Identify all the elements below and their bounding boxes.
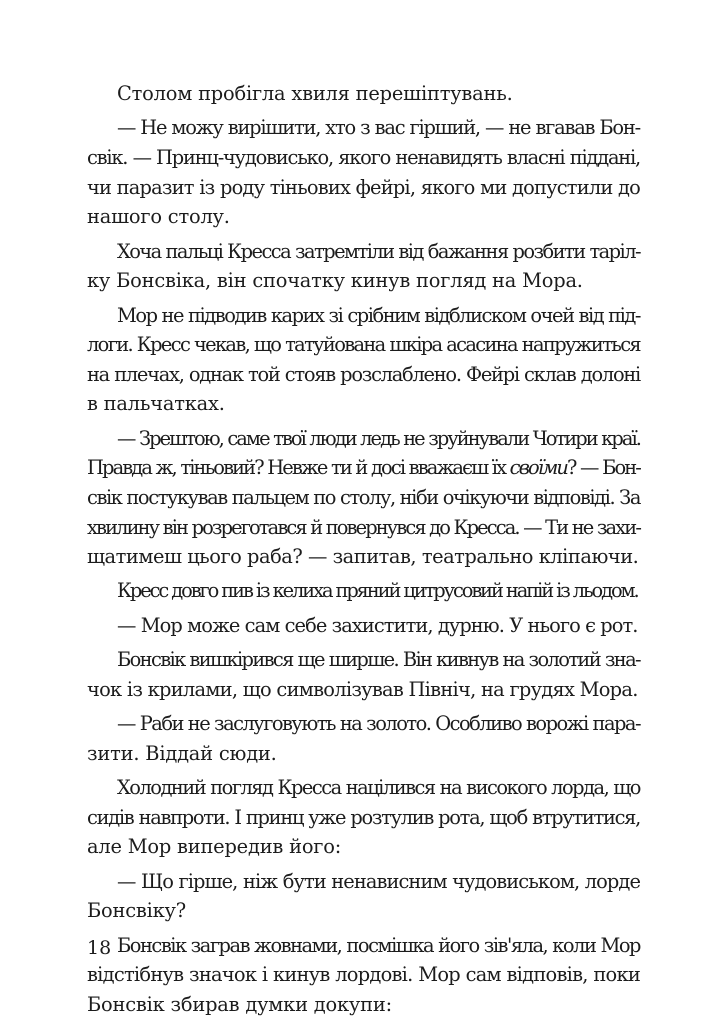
paragraph — [87, 611, 640, 641]
text-line: чок із крилами, що символізував Північ, на грудях Мора. — [87, 677, 638, 701]
text-line: Кресс довго пив із келиха пряний цитрусовий напій із льодом. — [117, 579, 638, 603]
text-line: нашого столу. — [87, 205, 230, 229]
text-line: Бонсвік заграв жовнами, посмішка його зів'яла, коли Мор — [117, 933, 640, 957]
paragraph — [87, 931, 640, 1020]
text-line: чи паразит із роду тіньових фейрі, якого ми допустили до — [87, 175, 640, 199]
paragraph — [87, 424, 640, 572]
text-line: — Мор може сам себе захистити, дурню. У нього є рот. — [117, 613, 638, 637]
text-line: — Що гірше, ніж бути ненависним чудовиськом, лорде — [117, 869, 640, 893]
text-line: Холодний погляд Кресса націлився на високого лорда, що — [117, 776, 640, 800]
text-line: — Не можу вирішити, хто з вас гірший, — не вгавав Бон- — [117, 116, 640, 140]
text-line: зити. Віддай сюди. — [87, 741, 277, 765]
paragraph — [87, 301, 640, 419]
paragraph — [87, 645, 640, 704]
text-line: щатимеш цього раба? — запитав, театрально кліпаючи. — [87, 545, 639, 569]
body-text — [87, 79, 640, 1020]
text-line: ку Бонсвіка, він спочатку кинув погляд на Мора. — [87, 269, 583, 293]
text-line: на плечах, однак той стояв розслаблено. Фейрі склав долоні — [87, 362, 640, 386]
text-line: логи. Кресс чекав, що татуйована шкіра асасина напружиться — [87, 333, 640, 357]
paragraph — [87, 773, 640, 862]
paragraph — [87, 237, 640, 296]
text-line: Мор не підводив карих зі срібним відблиском очей від під- — [117, 303, 640, 327]
text-line: Бонсвік збирав думки докупи: — [87, 992, 392, 1016]
text-run: ? — Бон- — [567, 456, 640, 480]
paragraph — [87, 576, 640, 606]
text-line: сидів навпроти. І принц уже розтулив рота, щоб втрутитися, — [87, 805, 640, 829]
paragraph — [87, 113, 640, 231]
text-line: в пальчатках. — [87, 392, 225, 416]
text-line-with-italic — [87, 453, 640, 483]
text-line: свік. — Принц-чудовисько, якого ненавидять власні піддані, — [87, 145, 640, 169]
text-line: Бонсвіку? — [87, 899, 186, 923]
paragraph — [87, 709, 640, 768]
text-line: — Зрештою, саме твої люди ледь не зруйнували Чотири краї. — [117, 426, 640, 450]
italic-word: своїми — [509, 456, 568, 480]
text-line: відстібнув значок і кинув лордові. Мор сам відповів, поки — [87, 963, 640, 987]
paragraph — [87, 867, 640, 926]
text-line: але Мор випередив його: — [87, 835, 342, 859]
text-line: Хоча пальці Кресса затремтіли від бажання розбити таріл- — [117, 239, 640, 263]
text-line: — Раби не заслуговують на золото. Особливо ворожі пара- — [117, 712, 640, 736]
paragraph — [87, 79, 640, 109]
text-line: хвилину він розреготався й повернувся до Кресса. — Ти не захи- — [87, 515, 640, 539]
text-run: Правда ж, тіньовий? Невже ти й досі вважаєш їх — [87, 456, 510, 480]
text-line: Бонсвік вишкірився ще ширше. Він кивнув на золотий зна- — [117, 648, 640, 672]
text-line: Столом пробігла хвиля перешіптувань. — [117, 82, 513, 105]
text-line: свік постукував пальцем по столу, ніби очікуючи відповіді. За — [87, 485, 640, 509]
page-number: 18 — [87, 937, 112, 959]
